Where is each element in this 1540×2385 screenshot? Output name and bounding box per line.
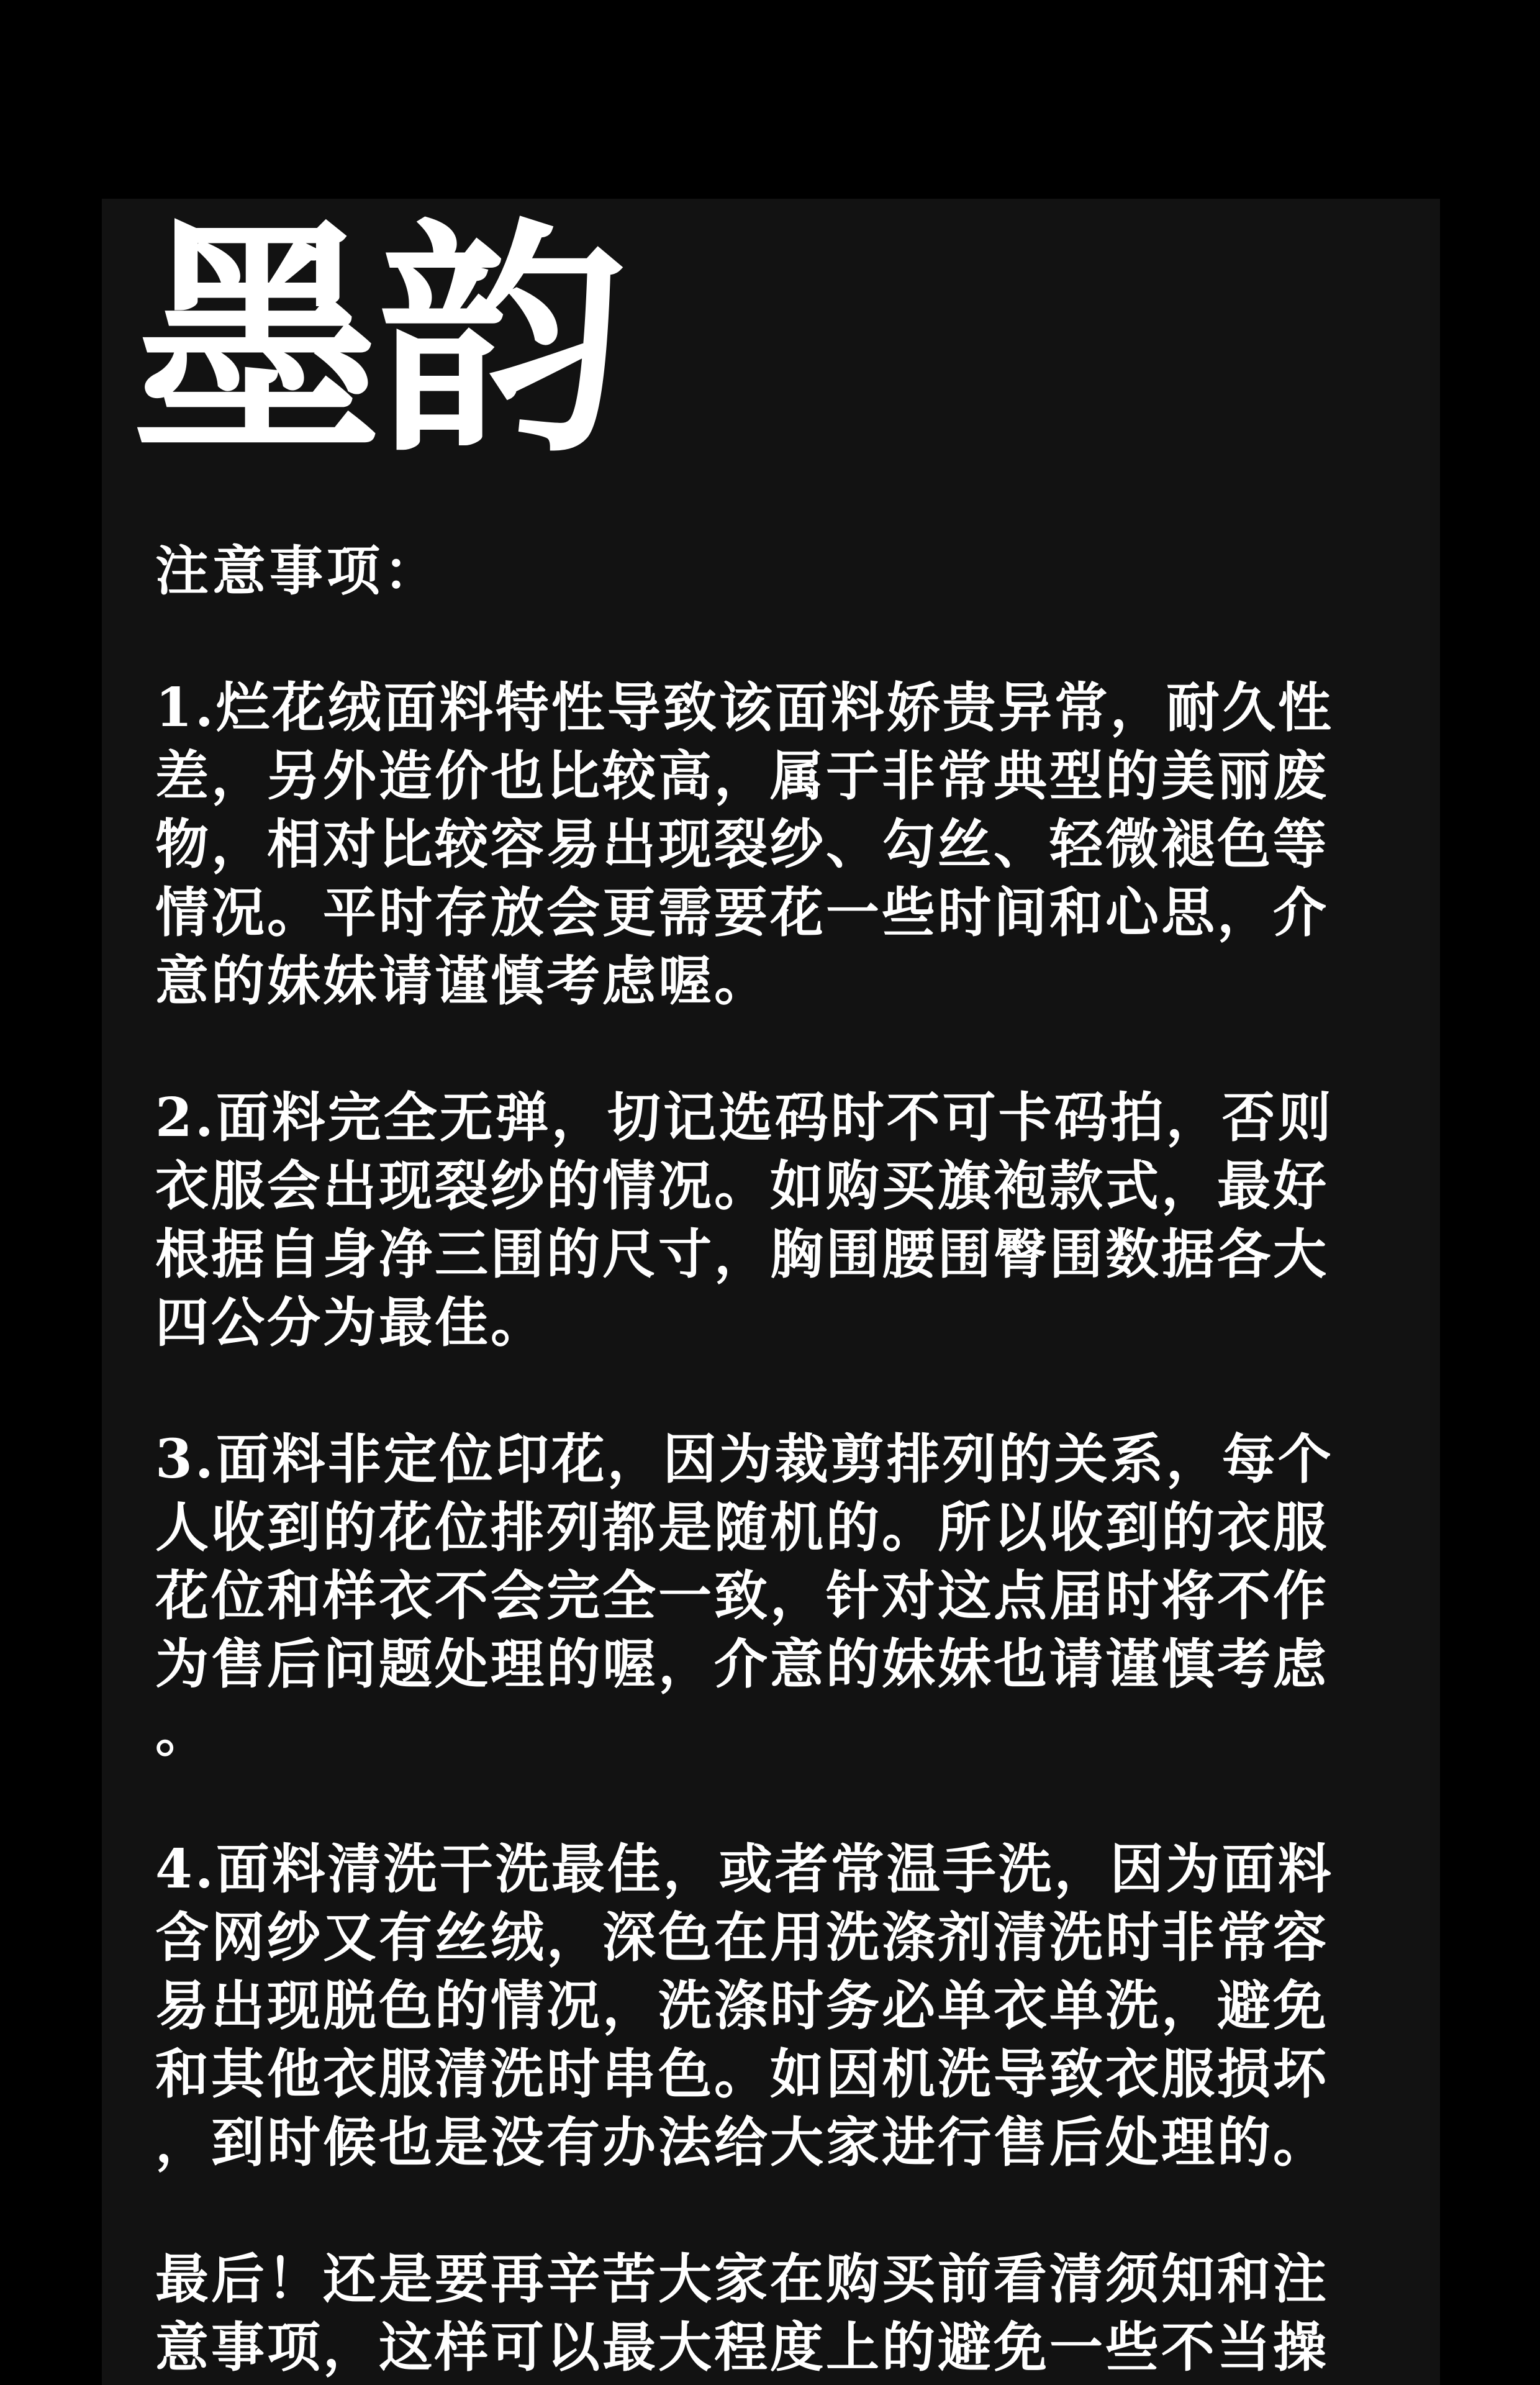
notice-paragraph-1 [155,674,1397,1015]
text-line: ，到时候也是没有办法给大家进行售后处理的。 [155,2111,1329,2174]
text-line: 衣服会出现裂纱的情况。如购买旗袍款式，最好 [155,1155,1329,1217]
text-line: 和其他衣服清洗时串色。如因机洗导致衣服损坏 [155,2043,1329,2106]
text-line: 根据自身净三围的尺寸，胸围腰围臀围数据各大 [155,1223,1329,1286]
notice-body [155,537,1397,2382]
text-line: 意的妹妹请谨慎考虑喔。 [155,950,770,1012]
text-line: 含网纱又有丝绒，深色在用洗涤剂清洗时非常容 [155,1906,1329,1969]
notice-paragraph-4 [155,1835,1397,2177]
text-line: 易出现脱色的情况，洗涤时务必单衣单洗，避免 [155,1974,1329,2037]
text-line: 四公分为最佳。 [155,1291,546,1354]
text-line: 意事项，这样可以最大程度上的避免一些不当操 [155,2316,1329,2379]
text-line: 差，另外造价也比较高，属于非常典型的美丽废 [155,745,1329,807]
text-line: 人收到的花位排列都是随机的。所以收到的衣服 [155,1496,1329,1559]
notice-panel [102,199,1440,2385]
text-line: 物，相对比较容易出现裂纱、勾丝、轻微褪色等 [155,813,1329,876]
text-line: 2.面料完全无弹，切记选码时不可卡码拍，否则 [155,1086,1334,1149]
notice-paragraph-2 [155,1084,1397,1357]
text-line: 1.烂花绒面料特性导致该面料娇贵异常，耐久性 [155,676,1334,739]
text-line: 最后！还是要再辛苦大家在购买前看清须知和注 [155,2248,1329,2310]
notice-heading: 注意事项： [155,540,441,602]
text-line: 4.面料清洗干洗最佳，或者常温手洗，因为面料 [155,1838,1334,1901]
text-line: 为售后问题处理的喔，介意的妹妹也请谨慎考虑 [155,1633,1329,1696]
brand-title: 墨韵 [133,199,622,488]
text-line: 3.面料非定位印花，因为裁剪排列的关系，每个 [155,1428,1334,1491]
notice-paragraph-3 [155,1425,1397,1767]
text-line: 。 [155,1701,211,1764]
text-line: 情况。平时存放会更需要花一些时间和心思，介 [155,881,1329,944]
notice-paragraph-final [155,2245,1397,2382]
text-line: 花位和样衣不会完全一致，针对这点届时将不作 [155,1565,1329,1627]
